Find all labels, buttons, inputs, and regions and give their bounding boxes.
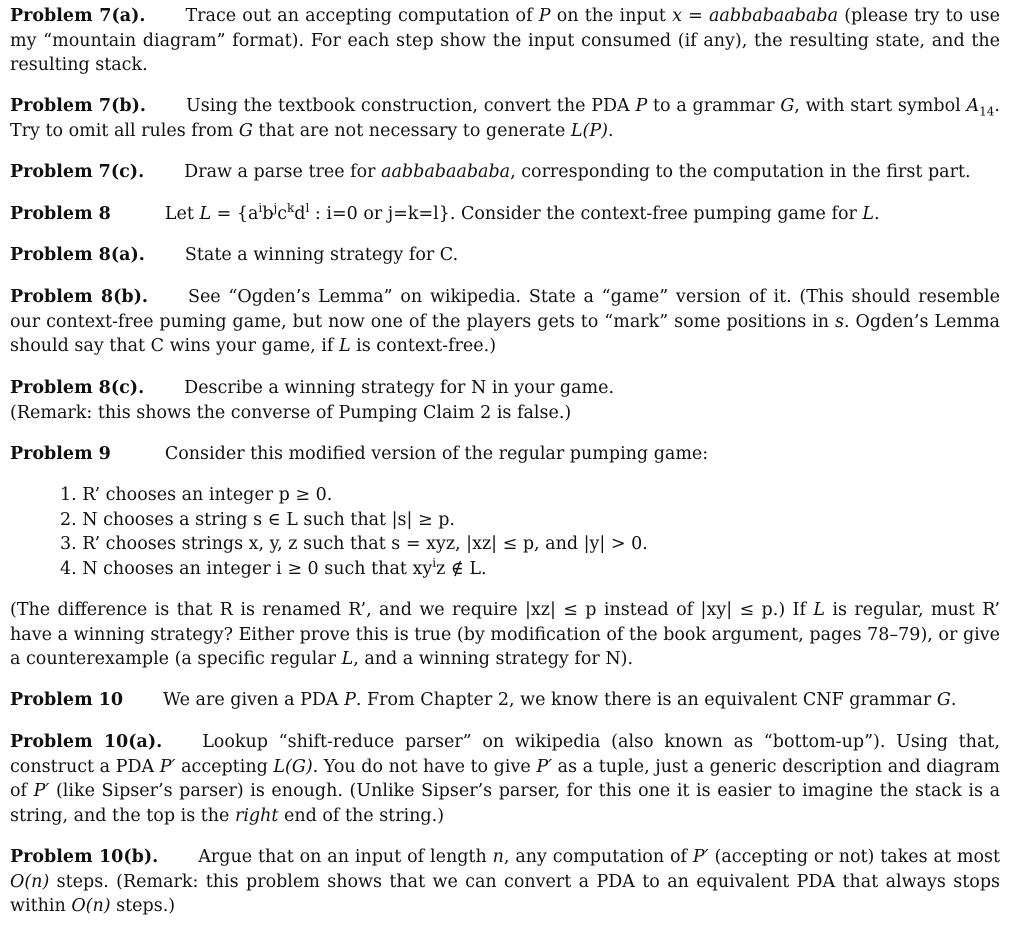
problem-7c: Problem 7(c). Draw a parse tree for aabbabaababa, corresponding to the computation in the first part.	[10, 162, 971, 182]
problem-8c-heading: Problem 8(c).	[10, 378, 145, 398]
problem-8a-heading: Problem 8(a).	[10, 245, 145, 265]
problem-9-heading: Problem 9	[10, 444, 111, 464]
list-item: 4. N chooses an integer i ≥ 0 such that $xy^iz$ ∉ L.	[60, 555, 487, 579]
problem-7a-heading: Problem 7(a).	[10, 6, 146, 26]
problem-10a: Problem 10(a). Lookup “shift-reduce parser” on wikipedia (also known as “bottom-up”). Using that, construct a PDA P′ accepting L(G). You do not have to give P′ as a tuple, just a generic description and diagram of P′ (like Sipser’s parser) is enough. (Unlike Sipser’s parser, for this one it is easier to imagine the stack is a string, and the top is the right end of the string.)	[10, 732, 1001, 826]
list-item: 3. R’ chooses strings x, y, z such that s = xyz, |xz| ≤ p, and |y| > 0.	[60, 534, 648, 554]
problem-10: Problem 10 We are given a PDA P. From Chapter 2, we know there is an equivalent CNF grammar G.	[10, 690, 957, 710]
problem-10b: Problem 10(b). Argue that on an input of length n, any computation of P′ (accepting or not) takes at most O(n) steps. (Remark: this problem shows that we can convert a PDA to an equivalent PDA that always stops within O(n) steps.)	[10, 847, 1001, 916]
problem-7c-heading: Problem 7(c).	[10, 162, 145, 182]
list-item: 2. N chooses a string s ∈ L such that |s| ≥ p.	[60, 509, 455, 530]
problem-8c: Problem 8(c). Describe a winning strategy for N in your game. (Remark: this shows the converse of Pumping Claim 2 is false.)	[10, 376, 1000, 425]
problem-7b: Problem 7(b). Using the textbook construction, convert the PDA P to a grammar G, with start symbol $A_{14}$. Try to omit all rules from G that are not necessary to generate L(P).	[10, 96, 1000, 141]
problem-9: Problem 9 Consider this modified version of the regular pumping game:	[10, 444, 709, 464]
problem-8c-remark: (Remark: this shows the converse of Pumping Claim 2 is false.)	[10, 402, 572, 423]
problem-9-discussion: (The difference is that R is renamed R’, and we require |xz| ≤ p instead of |xy| ≤ p.) If L is regular, must R’ have a winning strategy? Either prove this is true (by modification of the book argument, pages 78–79), or give a counterexample (a specific regular L, and a winning strategy for N).	[10, 600, 1000, 669]
problem-10b-heading: Problem 10(b).	[10, 847, 159, 867]
problem-7a: Problem 7(a). Trace out an accepting computation of P on the input x = aabbabaababa (please try to use my “mountain diagram” format). For each step show the input consumed (if any), the resulting state, and the resulting stack.	[10, 6, 1000, 75]
problem-7b-heading: Problem 7(b).	[10, 96, 146, 116]
problem-8b: Problem 8(b). See “Ogden’s Lemma” on wikipedia. State a “game” version of it. (This should resemble our context-free puming game, but now one of the players gets to “mark” some positions in s. Ogden’s Lemma should say that C wins your game, if L is context-free.)	[10, 287, 1000, 356]
problem-8a: Problem 8(a). State a winning strategy for C.	[10, 245, 459, 265]
problem-8b-heading: Problem 8(b).	[10, 287, 148, 307]
game-steps-list	[60, 483, 648, 581]
problem-10a-heading: Problem 10(a).	[10, 732, 163, 752]
problem-8-heading: Problem 8	[10, 204, 111, 224]
problem-8: Problem 8 Let $L = \{a^ib^jc^kd^l$ : i=0 or j=k=l}. Consider the context-free pumping game for L.	[10, 201, 880, 224]
list-item: 1. R’ chooses an integer p ≥ 0.	[60, 485, 333, 505]
problem-10-heading: Problem 10	[10, 690, 124, 710]
